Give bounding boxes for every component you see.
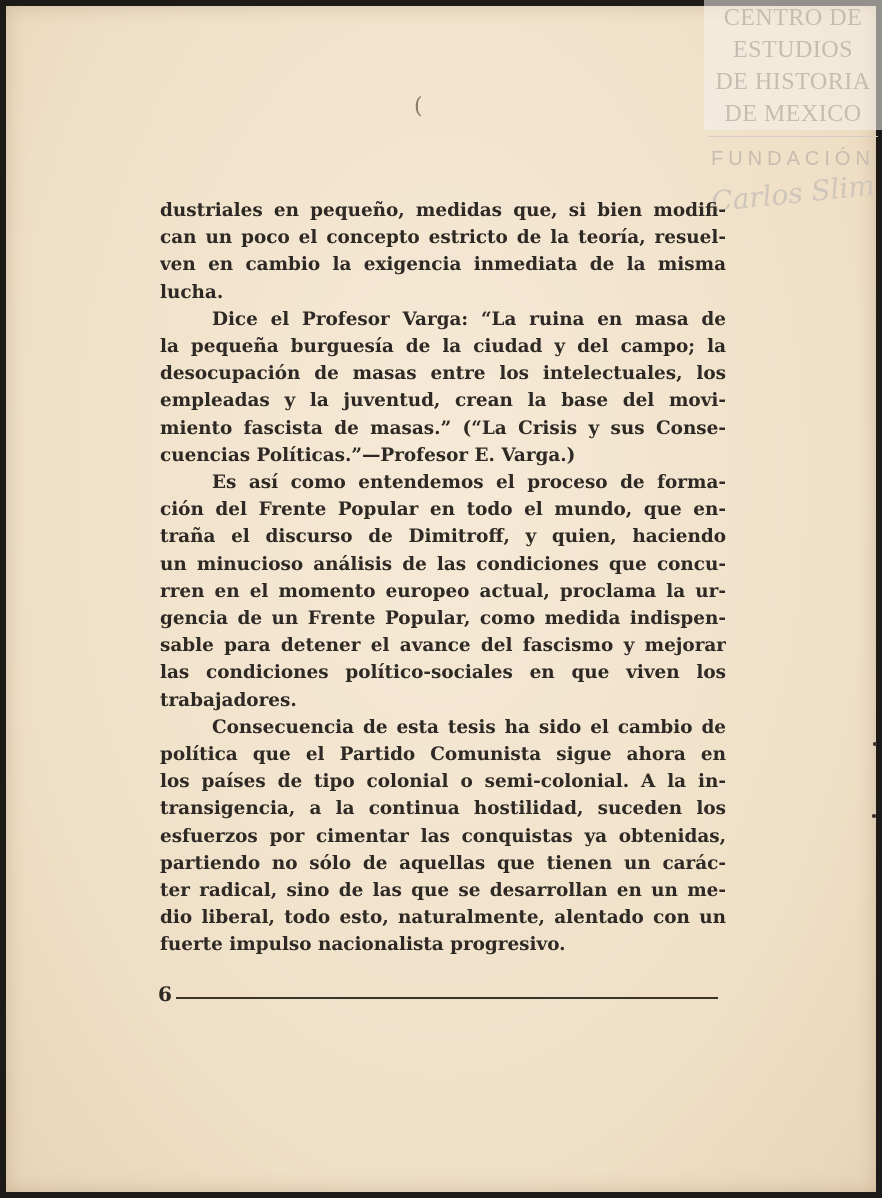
stamp-foundation: FUNDACIÓN xyxy=(711,148,875,170)
text-line: sable para detener el avance del fascismo y mejorar xyxy=(160,635,726,657)
text-line: los países de tipo colonial o semi-colonial. A la in- xyxy=(160,771,726,793)
scan-speck xyxy=(872,814,876,818)
stamp-line: DE MEXICO xyxy=(724,101,862,127)
text-line: gencia de un Frente Popular, como medida indispen- xyxy=(160,608,726,630)
text-line: un minucioso análisis de las condiciones que concu- xyxy=(160,553,726,575)
stamp-signature: Carlos Slim xyxy=(709,168,877,219)
text-line: ter radical, sino de las que se desarrollan en un me- xyxy=(160,880,726,902)
text-line: política que el Partido Comunista sigue ahora en xyxy=(160,744,726,766)
text-line: partiendo no sólo de aquellas que tienen un carác- xyxy=(160,852,726,874)
body-text xyxy=(160,197,726,959)
stamp-line: CENTRO DE xyxy=(723,5,863,31)
text-line: lucha. xyxy=(160,281,224,303)
text-line: dustriales en pequeño, medidas que, si bien modifi- xyxy=(160,200,726,221)
page-footer xyxy=(158,982,720,1006)
stamp-divider xyxy=(708,136,878,137)
scan-border-bottom xyxy=(0,1192,882,1198)
text-line: desocupación de masas entre los intelectuales, los xyxy=(160,363,726,385)
text-line: Es así como entendemos el proceso de forma- xyxy=(212,472,726,494)
text-line: fuerte impulso nacionalista progresivo. xyxy=(160,934,566,956)
archive-stamp xyxy=(704,0,882,219)
text-line: empleadas y la juventud, crean la base del movi- xyxy=(160,390,726,412)
text-line: Consecuencia de esta tesis ha sido el cambio de xyxy=(212,716,726,738)
stamp-line: DE HISTORIA xyxy=(715,69,871,95)
text-line: cuencias Políticas.”—Profesor E. Varga.) xyxy=(160,444,576,466)
text-line: esfuerzos por cimentar las conquistas ya obtenidas, xyxy=(160,825,726,847)
text-line: trabajadores. xyxy=(160,689,297,711)
text-line: las condiciones político-sociales en que viven los xyxy=(160,662,726,684)
text-line: dio liberal, todo esto, naturalmente, alentado con un xyxy=(160,907,726,929)
text-line: traña el discurso de Dimitroff, y quien, haciendo xyxy=(160,526,726,548)
text-line: miento fascista de masas.” (“La Crisis y sus Conse- xyxy=(160,417,726,439)
scan-speck xyxy=(873,742,877,746)
text-line: can un poco el concepto estricto de la teoría, resuel- xyxy=(160,227,726,249)
text-line: rren en el momento europeo actual, proclama la ur- xyxy=(160,580,726,602)
text-line: la pequeña burguesía de la ciudad y del campo; la xyxy=(160,336,726,358)
text-line: Dice el Profesor Varga: “La ruina en masa de xyxy=(212,308,726,330)
text-line: transigencia, a la continua hostilidad, suceden los xyxy=(160,798,726,820)
stamp-line: ESTUDIOS xyxy=(732,37,853,63)
page-number: 6 xyxy=(158,982,172,1006)
stamp-name-block xyxy=(704,0,882,130)
page-mark: ( xyxy=(414,94,423,119)
text-line: ven en cambio la exigencia inmediata de la misma xyxy=(160,254,726,276)
text-line: ción del Frente Popular en todo el mundo, que en- xyxy=(160,499,726,521)
footer-rule xyxy=(176,997,718,999)
